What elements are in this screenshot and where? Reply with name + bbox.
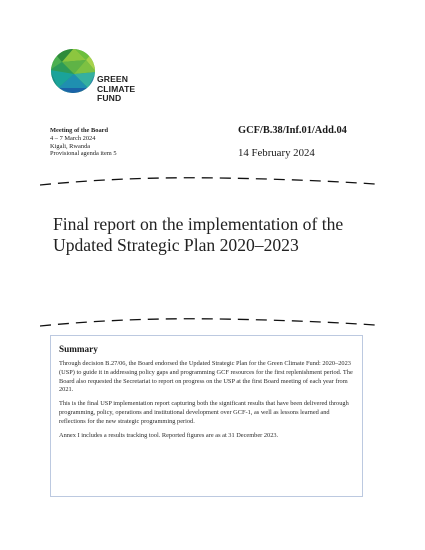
summary-paragraph-3: Annex I includes a results tracking tool. Reported figures are as at 31 December 2023. bbox=[59, 431, 279, 439]
document-title: Final report on the implementation of the Updated Strategic Plan 2020–2023 bbox=[53, 214, 344, 255]
logo-wordmark bbox=[97, 75, 135, 104]
green-globe-logo-icon bbox=[50, 48, 96, 94]
logo-line-2: CLIMATE bbox=[97, 83, 136, 94]
document-reference: GCF/B.38/Inf.01/Add.04 bbox=[238, 125, 347, 136]
meeting-agenda-item: Provisional agenda item 5 bbox=[50, 150, 117, 158]
summary-heading: Summary bbox=[59, 344, 98, 354]
summary-paragraph-1: Through decision B.27/06, the Board endorsed the Updated Strategic Plan for the Green Climate Fund: 2020–2023 (USP) to guide it in addressing policy gaps and programming GCF resources for the first replenishment period. The Board also requested the Secretariat to report on progress on the USP at the first Board meeting of each year from 2021. bbox=[59, 360, 353, 394]
gcf-logo bbox=[50, 48, 150, 104]
top-wave-divider bbox=[40, 176, 375, 188]
bottom-wave-divider bbox=[40, 317, 375, 329]
meeting-dates: 4 – 7 March 2024 bbox=[50, 134, 96, 142]
meeting-title: Meeting of the Board bbox=[50, 127, 109, 134]
logo-line-1: GREEN bbox=[97, 74, 129, 84]
summary-box bbox=[50, 335, 363, 497]
logo-line-3: FUND bbox=[97, 93, 122, 104]
summary-paragraph-2: This is the final USP implementation report capturing both the significant results that have been delivered through programming, policy, operations and institutional development over GCF-1, as well as lessons learned and reflections for the new strategic programming period. bbox=[59, 400, 349, 425]
document-date: 14 February 2024 bbox=[238, 147, 315, 159]
meeting-location: Kigali, Rwanda bbox=[50, 142, 91, 150]
meeting-info bbox=[50, 127, 117, 158]
